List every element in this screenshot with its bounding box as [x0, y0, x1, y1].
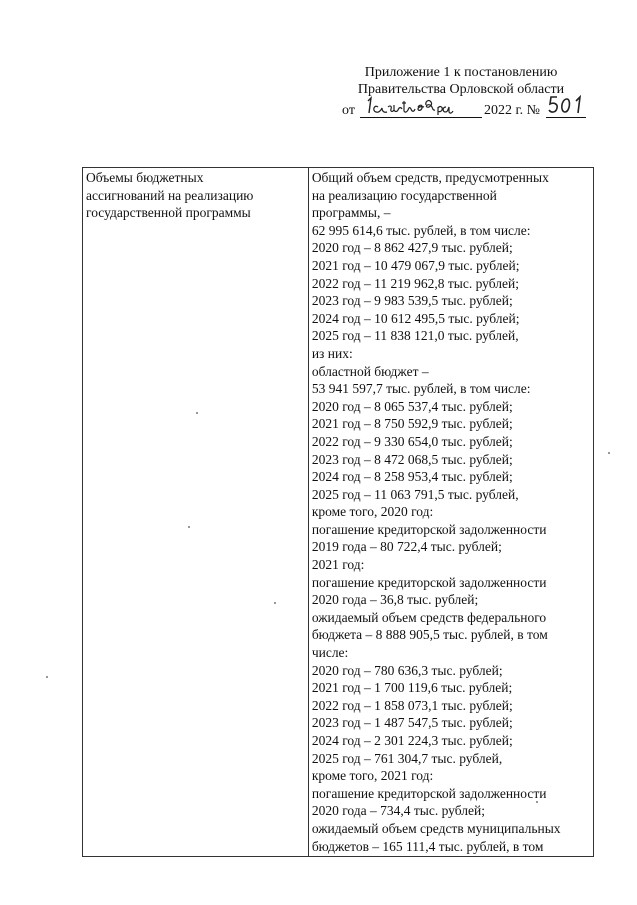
right-cell-line: 2019 года – 80 722,4 тыс. рублей;: [311, 539, 502, 555]
right-cell-line: 2021 год – 10 479 067,9 тыс. рублей;: [311, 257, 520, 273]
header-date-row: [330, 99, 592, 121]
right-cell-line: погашение кредиторской задолженности: [311, 521, 547, 537]
right-cell-line: бюджета – 8 888 905,5 тыс. рублей, в том: [311, 627, 548, 643]
right-cell-line: 2022 год – 9 330 654,0 тыс. рублей;: [311, 433, 513, 449]
header-appendix-line: Приложение 1 к постановлению: [364, 65, 558, 80]
right-cell-line: 2025 год – 761 304,7 тыс. рублей,: [311, 750, 503, 766]
right-cell-line: 2021 год – 8 750 592,9 тыс. рублей;: [311, 416, 513, 432]
right-cell-line: программы, –: [311, 205, 391, 221]
right-cell-line: 2023 год – 8 472 068,5 тыс. рублей;: [311, 451, 513, 467]
handwritten-number: [546, 93, 586, 118]
right-cell-line: 2022 год – 11 219 962,8 тыс. рублей;: [311, 275, 519, 291]
right-cell-line: 2020 год – 8 065 537,4 тыс. рублей;: [311, 398, 513, 414]
right-cell-line: ожидаемый объем средств федерального: [311, 609, 547, 625]
right-cell-line: ожидаемый объем средств муниципальных: [311, 820, 561, 836]
right-cell-line: 2023 год – 1 487 547,5 тыс. рублей;: [311, 715, 513, 731]
handwritten-date-signature-icon: [360, 95, 482, 117]
right-cell: [308, 168, 593, 857]
right-cell-line: 2024 год – 8 258 953,4 тыс. рублей;: [311, 469, 513, 485]
left-cell-line: ассигнований на реализацию: [86, 187, 254, 203]
scan-speck: [196, 412, 198, 414]
right-cell-line: кроме того, 2021 год:: [311, 768, 434, 784]
left-cell-line: Объемы бюджетных: [86, 170, 204, 185]
header-government-line: Правительства Орловской области: [357, 82, 565, 97]
scan-speck: [608, 452, 610, 454]
header-prefix: от: [342, 103, 355, 118]
right-cell-line: 2024 год – 2 301 224,3 тыс. рублей;: [311, 733, 513, 748]
scan-speck: [274, 602, 276, 604]
header-year: 2022 г. №: [484, 103, 541, 118]
right-cell-line: 2020 год – 8 862 427,9 тыс. рублей;: [311, 240, 513, 256]
right-cell-line: 2022 год – 1 858 073,1 тыс. рублей;: [311, 697, 513, 713]
document-header: [330, 64, 592, 121]
right-cell-line: 2020 год – 780 636,3 тыс. рублей;: [311, 662, 503, 678]
handwritten-number-signature-icon: [546, 93, 586, 117]
scan-speck: [46, 676, 48, 678]
right-cell-line: бюджетов – 165 111,4 тыс. рублей, в том: [311, 838, 544, 854]
right-cell-line: погашение кредиторской задолженности: [311, 574, 547, 590]
right-cell-line: 2024 год – 10 612 495,5 тыс. рублей;: [311, 310, 520, 326]
budget-table: [82, 167, 594, 857]
right-cell-line: 62 995 614,6 тыс. рублей, в том числе:: [311, 222, 531, 238]
right-cell-line: 2020 года – 734,4 тыс. рублей;: [311, 803, 485, 819]
scan-speck: [536, 801, 538, 803]
left-cell-line: государственной программы: [86, 205, 251, 221]
right-cell-line: областной бюджет –: [311, 363, 429, 379]
right-cell-line: 53 941 597,7 тыс. рублей, в том числе:: [311, 381, 531, 397]
right-cell-line: числе:: [311, 645, 349, 661]
right-cell-line: 2025 год – 11 063 791,5 тыс. рублей,: [311, 486, 519, 502]
right-cell-line: погашение кредиторской задолженности: [311, 785, 547, 801]
left-cell: [83, 168, 309, 857]
handwritten-date: [360, 95, 482, 118]
right-cell-line: 2025 год – 11 838 121,0 тыс. рублей,: [311, 328, 519, 344]
right-cell-line: Общий объем средств, предусмотренных: [311, 170, 549, 185]
right-cell-line: на реализацию государственной: [311, 187, 497, 203]
right-cell-line: 2021 год – 1 700 119,6 тыс. рублей;: [311, 680, 513, 696]
right-cell-line: из них:: [311, 345, 353, 361]
right-cell-line: 2020 года – 36,8 тыс. рублей;: [311, 592, 479, 608]
scan-speck: [188, 526, 190, 528]
right-cell-line: кроме того, 2020 год:: [311, 504, 434, 520]
right-cell-line: 2023 год – 9 983 539,5 тыс. рублей;: [311, 293, 513, 309]
right-cell-line: 2021 год:: [311, 557, 365, 573]
table-row: [83, 168, 594, 857]
